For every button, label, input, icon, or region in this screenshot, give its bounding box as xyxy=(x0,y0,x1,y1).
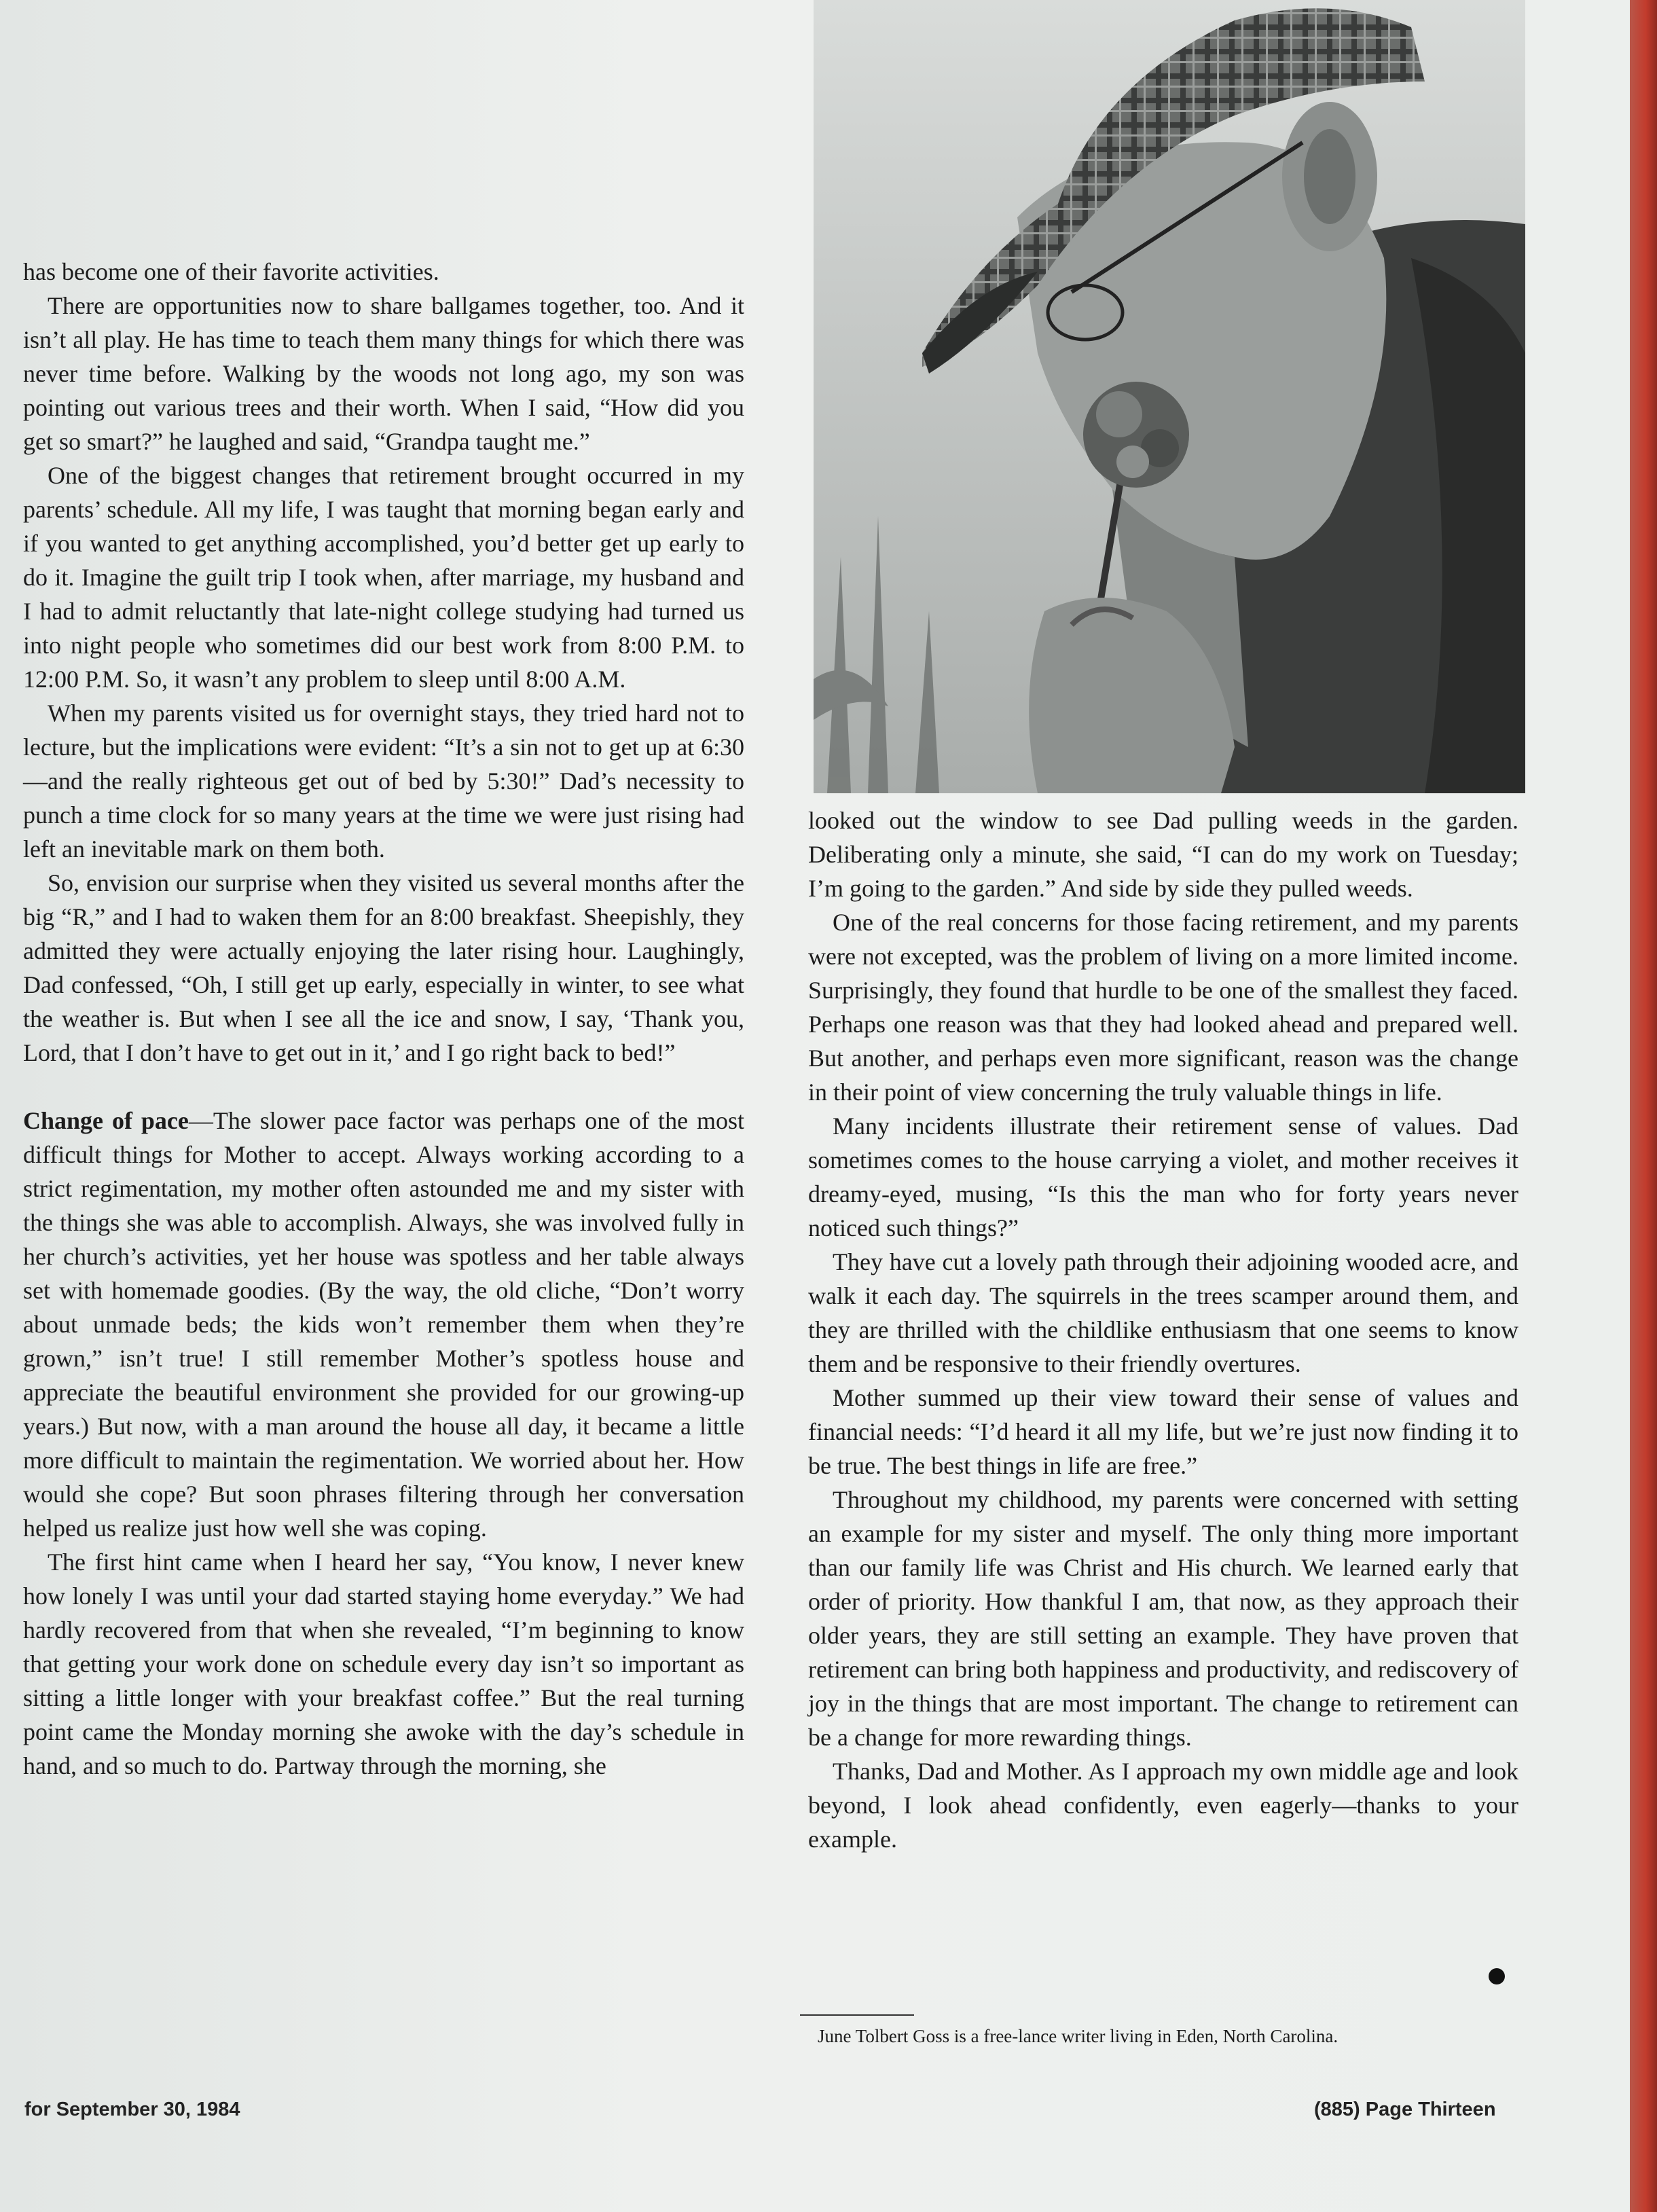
paragraph: Throughout my childhood, my parents were concerned with setting an example for my sister and myself. The only thing more important than our family life was Christ and His church. We learned early that order of priority. How thankful I am, that now, as they approach their older years, they are still setting an example. They have proven that retirement can bring both happiness and productivity, and rediscovery of joy in the things that are most important. The change to retirement can be a change for more rewarding things. xyxy=(808,1486,1518,1751)
left-column xyxy=(23,255,744,1783)
subhead-paragraph xyxy=(23,1104,744,1545)
right-column xyxy=(808,803,1518,1856)
subhead-text: —The slower pace factor was perhaps one of the most difficult things for Mother to accept. Always working according to a strict regimentation, my mother often astounded me and my sister with the things she was able to accomplish. Always, she was involved fully in her church’s activities, yet her house was spotless and her table always set with homemade goodies. (By the way, the old cliche, “Don’t worry about unmade beds; the kids won’t remember them when they’re grown,” isn’t true! I still remember Mother’s spotless house and appreciate the beautiful environment she provided for our growing-up years.) But now, with a man around the house all day, it became a little more difficult to maintain the regimentation. We worried about her. How would she cope? But soon phrases filtering through her conversation helped us realize just how well she was coping. xyxy=(23,1107,744,1542)
photo-man-smelling-flower xyxy=(814,0,1525,793)
footer-page-number: (885) Page Thirteen xyxy=(1314,2099,1496,2120)
author-bio: June Tolbert Goss is a free-lance writer living in Eden, North Carolina. xyxy=(818,2026,1339,2046)
paragraph: Many incidents illustrate their retirement sense of values. Dad sometimes comes to the house carrying a violet, and mother receives it dreamy-eyed, musing, “Is this the man who for forty years never noticed such things?” xyxy=(808,1112,1518,1241)
paragraph: The first hint came when I heard her say, “You know, I never knew how lonely I was until your dad started staying home everyday.” We had hardly recovered from that when she revealed, “I’m beginning to know that getting your work done on schedule every day isn’t so important as sitting a little longer with your breakfast coffee.” But the real turning point came the Monday morning she awoke with the day’s schedule in hand, and so much to do. Partway through the morning, she xyxy=(23,1548,744,1779)
paragraph: There are opportunities now to share ballgames together, too. And it isn’t all play. He has time to teach them many things for which there was never time before. Walking by the woods not long ago, my son was pointing out various trees and their worth. When I said, “How did you get so smart?” he laughed and said, “Grandpa taught me.” xyxy=(23,292,744,455)
paragraph: When my parents visited us for overnight stays, they tried hard not to lecture, but the implications were evident: “It’s a sin not to get up at 6:30—and the really righteous get out of bed by 5:30!” Dad’s necessity to punch a time clock for so many years at the time we were just rising had left an inevitable mark on them both. xyxy=(23,700,744,863)
paragraph: Thanks, Dad and Mother. As I approach my own middle age and look beyond, I look ahead confidently, even eagerly—thanks to your example. xyxy=(808,1758,1518,1853)
photo-illustration xyxy=(814,0,1525,793)
paragraph: One of the real concerns for those facing retirement, and my parents were not excepted, was the problem of living on a more limited income. Surprisingly, they found that hurdle to be one of the smallest they faced. Perhaps one reason was that they had looked ahead and prepared well. But another, and perhaps even more significant, reason was the change in their point of view concerning the truly valuable things in life. xyxy=(808,909,1518,1106)
paragraph: They have cut a lovely path through their adjoining wooded acre, and walk it each day. The squirrels in the trees scamper around them, and they are thrilled with the childlike enthusiasm that one seems to know them and be responsive to their friendly overtures. xyxy=(808,1248,1518,1377)
paragraph: So, envision our surprise when they visited us several months after the big “R,” and I had to waken them for an 8:00 breakfast. Sheepishly, they admitted they were actually enjoying the later rising hour. Laughingly, Dad confessed, “Oh, I still get up early, especially in winter, to see what the weather is. But when I see all the ice and snow, I say, ‘Thank you, Lord, that I don’t have to get out in it,’ and I go right back to bed!” xyxy=(23,869,744,1066)
paragraph: looked out the window to see Dad pulling weeds in the garden. Deliberating only a minute, she said, “I can do my work on Tuesday; I’m going to the garden.” And side by side they pulled weeds. xyxy=(808,807,1518,902)
paragraph: One of the biggest changes that retirement brought occurred in my parents’ schedule. All my life, I was taught that morning began early and if you wanted to get anything accomplished, you’d better get up early to do it. Imagine the guilt trip I took when, after marriage, my husband and I had to admit reluctantly that late-night college studying had turned us into night people who sometimes did our best work from 8:00 P.M. to 12:00 P.M. So, it wasn’t any problem to sleep until 8:00 A.M. xyxy=(23,462,744,693)
footer-date: for September 30, 1984 xyxy=(24,2099,240,2120)
paragraph: has become one of their favorite activities. xyxy=(23,258,439,285)
subhead: Change of pace xyxy=(23,1107,189,1134)
paragraph: Mother summed up their view toward their sense of values and financial needs: “I’d heard it all my life, but we’re just now finding it to be true. The best things in life are free.” xyxy=(808,1384,1518,1479)
bio-rule xyxy=(800,2014,914,2016)
end-of-article-bullet xyxy=(1489,1968,1505,1984)
binding-spine xyxy=(1630,0,1657,2212)
